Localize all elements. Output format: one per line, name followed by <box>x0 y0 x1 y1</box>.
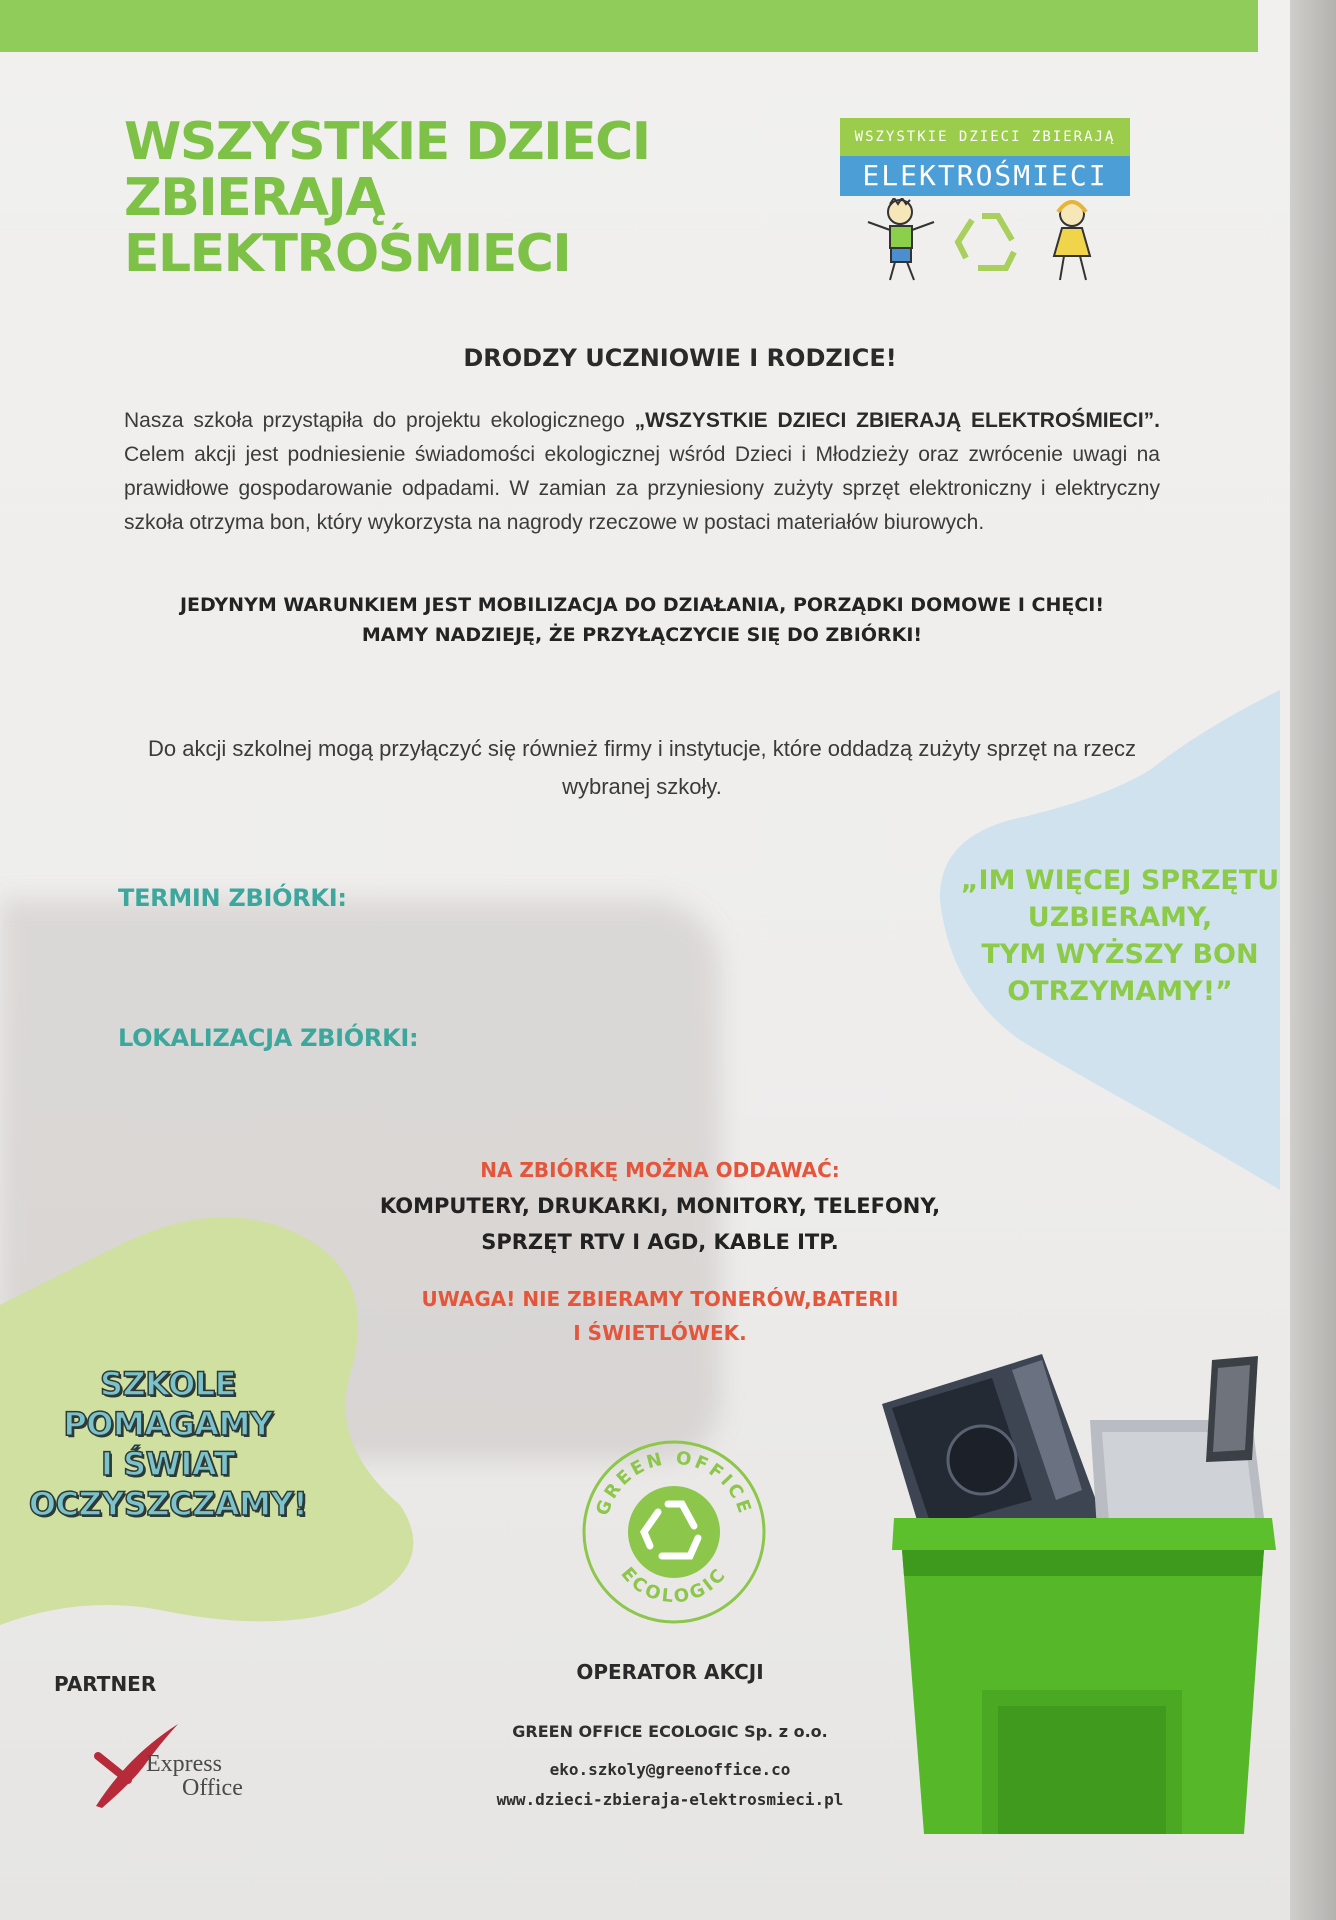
warning-line-1: UWAGA! NIE ZBIERAMY TONERÓW,BATERII <box>421 1287 899 1311</box>
logo-top-text: WSZYSTKIE DZIECI ZBIERAJĄ <box>840 118 1130 156</box>
project-name: „WSZYSTKIE DZIECI ZBIERAJĄ ELEKTROŚMIECI”. <box>634 409 1160 432</box>
greeting-heading: DRODZY UCZNIOWIE I RODZICE! <box>463 344 897 372</box>
slogan-line-3: I ŚWIAT <box>101 1445 235 1483</box>
firms-paragraph: Do akcji szkolnej mogą przyłączyć się również firmy i instytucje, które oddadzą zużyty sprzęt na rzecz wybranej szkoły. <box>148 736 1136 799</box>
table-background <box>1290 0 1336 1920</box>
quote-line-4: OTRZYMAMY!” <box>1007 976 1233 1007</box>
operator-company: GREEN OFFICE ECOLOGIC Sp. z o.o. <box>512 1722 828 1741</box>
accepted-line-1: KOMPUTERY, DRUKARKI, MONITORY, TELEFONY, <box>379 1194 941 1218</box>
phone-icon <box>1206 1356 1258 1462</box>
collection-location-label: LOKALIZACJA ZBIÓRKI: <box>118 1024 419 1052</box>
callout-line-1: JEDYNYM WARUNKIEM JEST MOBILIZACJA DO DZIAŁANIA, PORZĄDKI DOMOWE I CHĘCI! <box>179 594 1105 616</box>
title-line-3: ELEKTROŚMIECI <box>124 224 571 284</box>
warning-line-2: I ŚWIETLÓWEK. <box>573 1321 747 1345</box>
partner-label: PARTNER <box>54 1672 157 1696</box>
children-recycle-icon <box>860 198 1110 284</box>
slogan-line-2: POMAGAMY <box>63 1405 273 1443</box>
partner-logo-line-1: Express <box>146 1751 222 1777</box>
accepted-line-2: SPRZĘT RTV I AGD, KABLE ITP. <box>481 1230 839 1254</box>
operator-email: eko.szkoly@greenoffice.co <box>549 1760 791 1779</box>
eco-logo-bottom-text: ECOLOGIC <box>616 1563 732 1608</box>
callout-line-2: MAMY NADZIEJĘ, ŻE PRZYŁĄCZYCIE SIĘ DO ZBIÓRKI! <box>361 624 923 646</box>
accepted-items-title: NA ZBIÓRKĘ MOŻNA ODDAWAĆ: <box>480 1158 840 1182</box>
slogan-line-4: OCZYSZCZAMY! <box>28 1485 308 1523</box>
campaign-logo <box>840 118 1132 284</box>
slogan-text <box>18 1364 318 1524</box>
title-line-1: WSZYSTKIE DZIECI <box>124 112 650 172</box>
collection-date-label: TERMIN ZBIÓRKI: <box>118 884 347 912</box>
bon-quote <box>960 862 1280 1010</box>
partner-logo-line-2: Office <box>182 1775 243 1801</box>
top-color-band <box>0 0 1258 52</box>
eco-logo-top-text: GREEN OFFICE <box>592 1447 756 1519</box>
poster-title <box>124 114 650 282</box>
operator-website: www.dzieci-zbieraja-elektrosmieci.pl <box>496 1790 844 1809</box>
intro-text-2: Celem akcji jest podniesienie świadomości ekologicznej wśród Dzieci i Młodzieży oraz zwrócenie uwagi na prawidłowe gospodarowanie odpadami. W zamian za przyniesiony zużyty sprzęt elektroniczny i elektryczny szkoła otrzyma bon, który wykorzysta na nagrody rzeczowe w postaci materiałów biurowych. <box>124 443 1160 534</box>
callout-text <box>124 590 1160 650</box>
title-line-2: ZBIERAJĄ <box>124 168 385 228</box>
logo-main-text: ELEKTROŚMIECI <box>840 156 1130 196</box>
express-office-logo-text <box>146 1752 243 1800</box>
quote-line-1: „IM WIĘCEJ SPRZĘTU <box>960 865 1280 896</box>
intro-text-1: Nasza szkoła przystąpiła do projektu ekologicznego <box>124 409 635 432</box>
slogan-line-1: SZKOLE <box>99 1365 237 1403</box>
green-office-ecologic-logo <box>576 1434 772 1630</box>
quote-line-2: UZBIERAMY, <box>1027 902 1213 933</box>
operator-label: OPERATOR AKCJI <box>576 1660 764 1684</box>
intro-paragraph <box>124 404 1160 540</box>
quote-line-3: TYM WYŻSZY BON <box>981 939 1259 970</box>
recycling-bin-with-electronics-image <box>872 1350 1282 1840</box>
